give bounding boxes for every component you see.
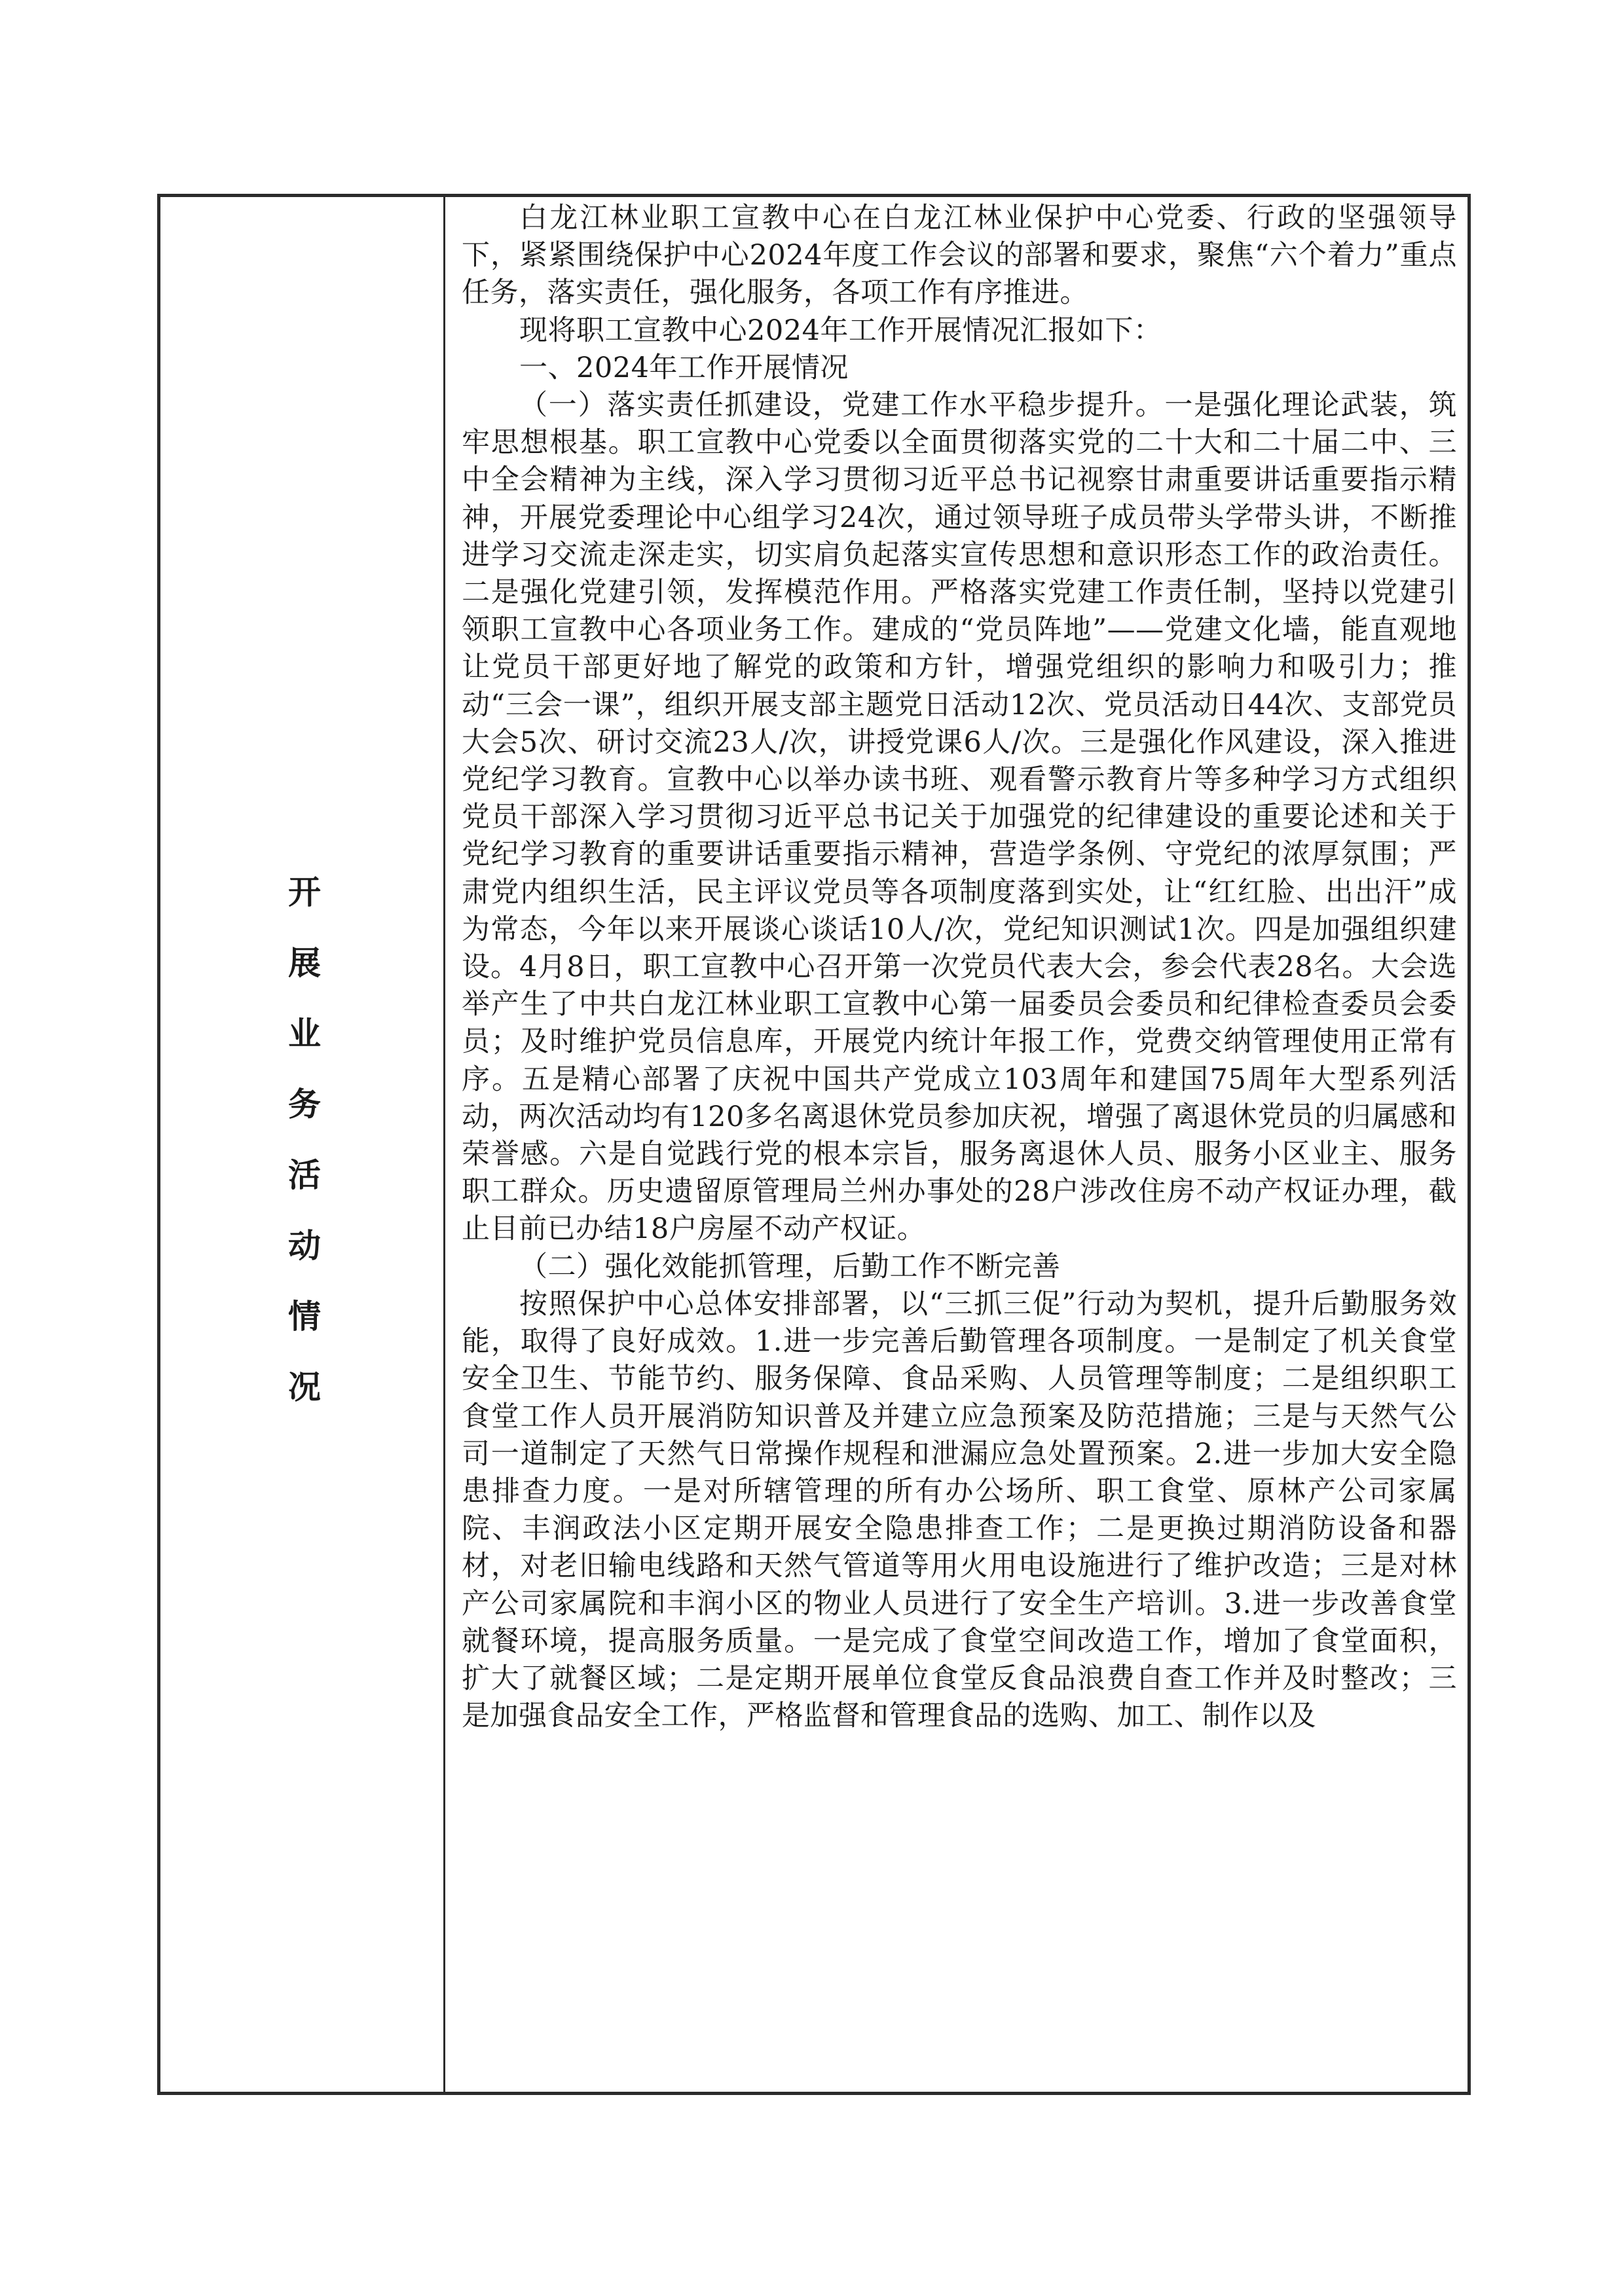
paragraph-logistics: 按照保护中心总体安排部署，以“三抓三促”行动为契机，提升后勤服务效能，取得了良好成效。1.进一步完善后勤管理各项制度。一是制定了机关食堂安全卫生、节能节约、服务保障、食品采购、人员管理等制度；二是组织职工食堂工作人员开展消防知识普及并建立应急预案及防范措施；三是与天然气公司一道制定了天然气日常操作规程和泄漏应急处置预案。2.进一步加大安全隐患排查力度。一是对所辖管理的所有办公场所、职工食堂、原林产公司家属院、丰润政法小区定期开展安全隐患排查工作；二是更换过期消防设备和器材，对老旧输电线路和天然气管道等用火用电设施进行了维护改造；三是对林产公司家属院和丰润小区的物业人员进行了安全生产培训。3.进一步改善食堂就餐环境，提高服务质量。一是完成了食堂空间改造工作，增加了食堂面积，扩大了就餐区域；二是定期开展单位食堂反食品浪费自查工作并及时整改；三是加强食品安全工作，严格监督和管理食品的选购、加工、制作以及 [462, 1287, 1457, 1733]
paragraph-report-lead: 现将职工宣教中心2024年工作开展情况汇报如下： [519, 314, 1162, 347]
column-divider [443, 197, 445, 2092]
label-cell [160, 197, 443, 2092]
paragraph-party-building: （一）落实责任抓建设，党建工作水平稳步提升。一是强化理论武装，筑牢思想根基。职工宣教中心党委以全面贯彻落实党的二十大和二十届二中、三中全会精神为主线，深入学习贯彻习近平总书记视察甘肃重要讲话重要指示精神，开展党委理论中心组学习24次，通过领导班子成员带头学带头讲，不断推进学习交流走深走实，切实肩负起落实宣传思想和意识形态工作的政治责任。二是强化党建引领，发挥模范作用。严格落实党建工作责任制，坚持以党建引领职工宣教中心各项业务工作。建成的“党员阵地”——党建文化墙，能直观地让党员干部更好地了解党的政策和方针，增强党组织的影响力和吸引力；推动“三会一课”，组织开展支部主题党日活动12次、党员活动日44次、支部党员大会5次、研讨交流23人/次，讲授党课6人/次。三是强化作风建设，深入推进党纪学习教育。宣教中心以举办读书班、观看警示教育片等多种学习方式组织党员干部深入学习贯彻习近平总书记关于加强党的纪律建设的重要论述和关于党纪学习教育的重要讲话重要指示精神，营造学条例、守党纪的浓厚氛围；严肃党内组织生活，民主评议党员等各项制度落到实处，让“红红脸、出出汗”成为常态，今年以来开展谈心谈话10人/次，党纪知识测试1次。四是加强组织建设。4月8日，职工宣教中心召开第一次党员代表大会，参会代表28名。大会选举产生了中共白龙江林业职工宣教中心第一届委员会委员和纪律检查委员会委员；及时维护党员信息库，开展党内统计年报工作，党费交纳管理使用正常有序。五是精心部署了庆祝中国共产党成立103周年和建国75周年大型系列活动，两次活动均有120多名离退休党员参加庆祝，增强了离退休党员的归属感和荣誉感。六是自觉践行党的根本宗旨，服务离退休人员、服务小区业主、服务职工群众。历史遗留原管理局兰州办事处的28户涉改住房不动产权证办理，截止目前已办结18户房屋不动产权证。 [462, 389, 1457, 1246]
content-cell [462, 197, 1457, 2092]
paragraph-intro: 白龙江林业职工宣教中心在白龙江林业保护中心党委、行政的坚强领导下，紧紧围绕保护中心2024年度工作会议的部署和要求，聚焦“六个着力”重点任务，落实责任，强化服务，各项工作有序推进。 [462, 202, 1457, 310]
heading-section-one: 一、2024年工作开展情况 [519, 351, 849, 384]
section-label: 开展业务活动情况 [283, 875, 322, 1440]
report-table [157, 194, 1471, 2095]
heading-logistics: （二）强化效能抓管理，后勤工作不断完善 [519, 1250, 1061, 1283]
